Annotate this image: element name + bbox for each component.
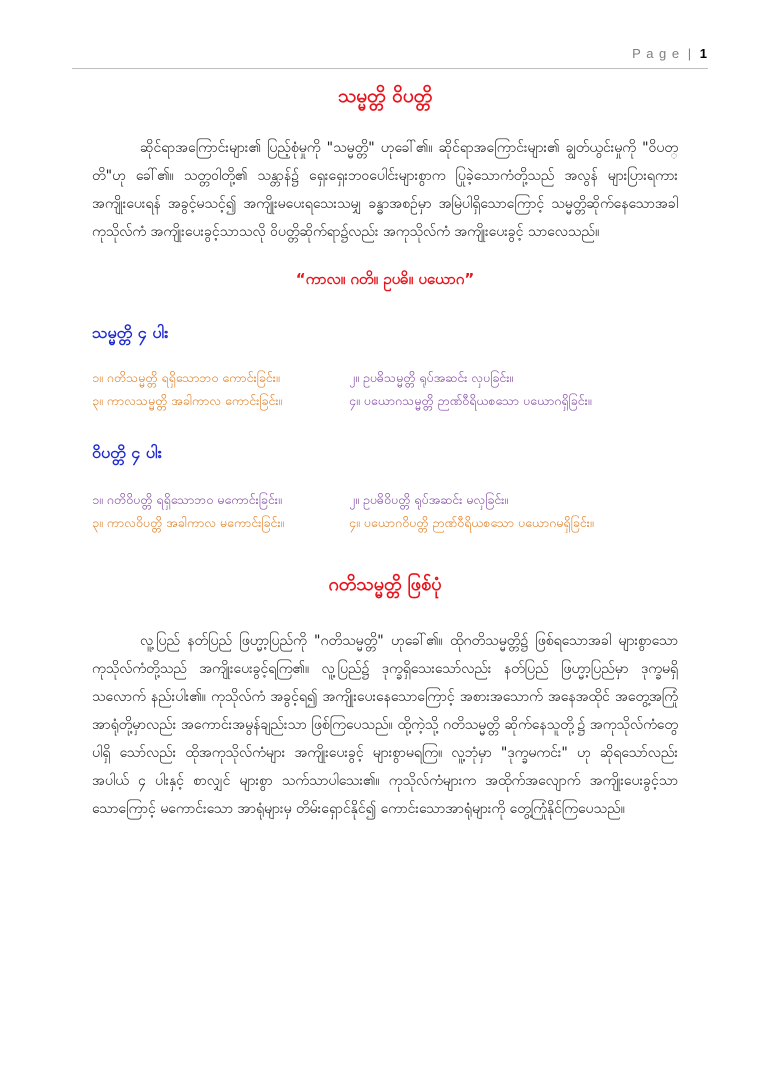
list-item: ၄။ ပယောဂသမ္မတ္တိ ဉာဏ်ဝီရိယစသော ပယောဂရှိခြင်း။ bbox=[349, 393, 592, 408]
sampatti-list bbox=[92, 366, 678, 412]
page-label: P a g e bbox=[632, 46, 681, 61]
document-title: သမ္မတ္တိ ဝိပတ္တိ bbox=[337, 85, 433, 107]
quote-line: “ကာလ။ ဂတိ။ ဥပဓိ။ ပယောဂ” bbox=[295, 270, 475, 288]
list-item: ၃။ ကာလသမ္မတ္တိ အခါကာလ ကောင်းခြင်း။ bbox=[92, 393, 283, 408]
section-paragraph: လူ့ပြည် နတ်ပြည် ဖြဟ္မာ့ပြည်ကို "ဂတိသမ္မတ္တိ" ဟုခေါ်၏။ ထိုဂတိသမ္မတ္တိ၌ ဖြစ်ရသောအခါ များစွာသော ကုသိုလ်ကံတို့သည် အကျိုးပေးခွင့်ရကြ၏။ လူ့ပြည်၌ ဒုက္ခရှိသေးသော်လည်း နတ်ပြည် ဖြဟ္မာ့ပြည်မှာ ဒုက္ခမရှိသလောက် နည်းပါး၏။ ကုသိုလ်ကံ အခွင့်ရ၍ အကျိုးပေးနေသောကြောင့် အစားအသောက် အနေအထိုင် အတွေ့အကြုံအာရုံတို့မှာလည်း အကောင်းအမွန်ချည်းသာ ဖြစ်ကြပေသည်။ ထို့ကဲ့သို့ ဂတိသမ္မတ္တိ ဆိုက်နေသူတို့၌ အကုသိုလ်ကံတွေပါရှိ သော်လည်း ထိုအကုသိုလ်ကံများ အကျိုးပေးခွင့် များစွာမရကြ။ လူ့ဘုံမှာ "ဒုက္ခမကင်း" ဟု ဆိုရသော်လည်း အပါယ် ၄ ပါးနှင့် စာလျှင် များစွာ သက်သာပါသေး၏။ ကုသိုလ်ကံများက အထိုက်အလျောက် အကျိုးပေးခွင့်သာသောကြောင့် မကောင်းသော အာရုံများမှ တိမ်းရှောင်နိုင်၍ ကောင်းသောအာရုံများကို တွေ့ကြုံနိုင်ကြပေသည်။ bbox=[92, 633, 678, 817]
list-item: ၁။ ဂတိဝိပတ္တိ ရရှိသောဘဝ မကောင်းခြင်း။ bbox=[92, 492, 282, 507]
page-number: 1 bbox=[699, 46, 708, 61]
page-separator: | bbox=[687, 46, 693, 61]
page-header bbox=[72, 46, 708, 69]
section-title: ဂတိသမ္မတ္တိ ဖြစ်ပုံ bbox=[328, 574, 442, 595]
list-item: ၃။ ကာလဝိပတ္တိ အခါကာလ မကောင်းခြင်း။ bbox=[92, 515, 285, 530]
list-item: ၁။ ဂတိသမ္မတ္တိ ရရှိသောဘဝ ကောင်းခြင်း။ bbox=[92, 370, 280, 385]
sampatti-heading: သမ္မတ္တိ ၄ ပါး bbox=[92, 323, 169, 342]
list-item: ၂။ ဥပဓိသမ္မတ္တိ ရုပ်အဆင်း လှပခြင်း။ bbox=[349, 370, 514, 385]
list-item: ၂။ ဥပဓိဝိပတ္တိ ရုပ်အဆင်း မလှခြင်း။ bbox=[349, 492, 509, 507]
vipatti-list bbox=[92, 488, 678, 534]
document-body bbox=[92, 84, 678, 823]
vipatti-heading: ဝိပတ္တိ ၄ ပါး bbox=[92, 443, 162, 462]
list-item: ၄။ ပယောဂဝိပတ္တိ ဉာဏ်ဝီရိယစသော ပယောဂမရှိခြင်း။ bbox=[349, 515, 594, 530]
intro-paragraph: ဆိုင်ရာအကြောင်းများ၏ ပြည့်စုံမှုကို "သမ္မတ္တိ" ဟုခေါ်၏။ ဆိုင်ရာအကြောင်းများ၏ ချွတ်ယွင်းမှုကို "ဝိပတ္တိ"ဟု ခေါ်၏။ သတ္တဝါတို့၏ သန္တာန်၌ ရှေးရှေးဘဝပေါင်းများစွာက ပြုခဲ့သောကံတို့သည် အလွန် များပြားရကား အကျိုးပေးရန် အခွင့်မသင့်၍ အကျိုးမပေးရသေးသမျှ ခန္ဓာအစဉ်မှာ အမြဲပါရှိသောကြောင့် သမ္မတ္တိဆိုက်နေသောအခါ ကုသိုလ်ကံ အကျိုးပေးခွင့်သာသလို ဝိပတ္တိဆိုက်ရာ၌လည်း အကုသိုလ်ကံ အကျိုးပေးခွင့် သာလေသည်။ bbox=[92, 140, 678, 240]
